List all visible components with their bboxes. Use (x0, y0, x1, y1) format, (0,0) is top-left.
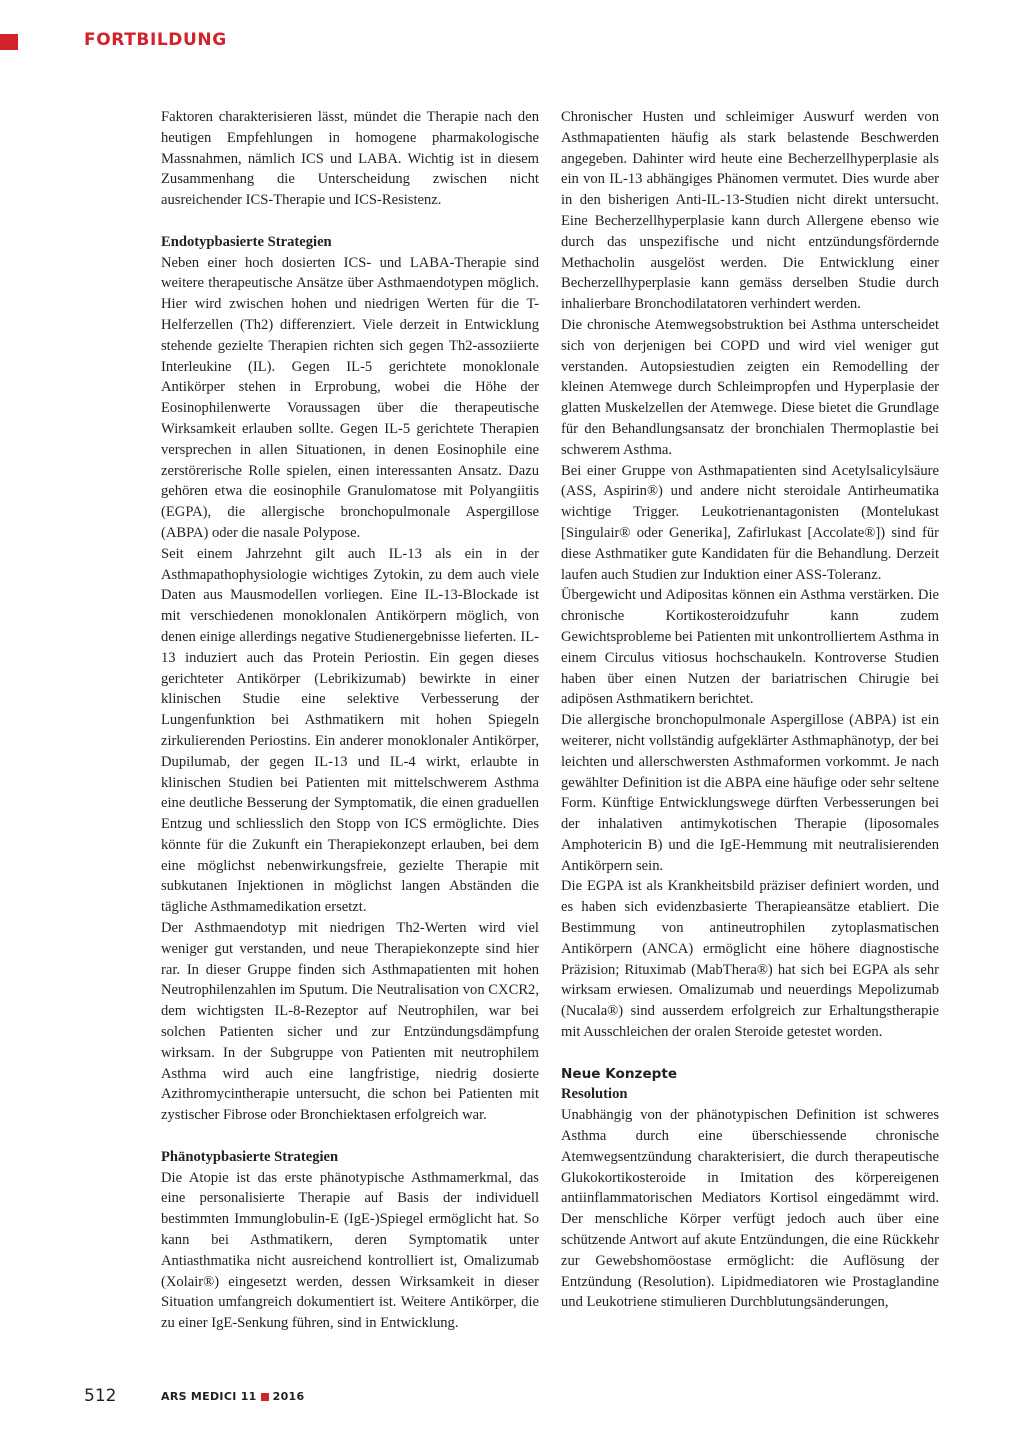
paragraph: Chronischer Husten und schleimiger Auswurf werden von Asthmapatienten häufig als stark belastende Beschwerden angegeben. Dahinter wird heute eine Becherzellhyperplasie als ein von IL-13 abhängiges Phänomen vermutet. Dies wurde aber in den bisherigen Anti-IL-13-Studien nicht direkt untersucht. Eine Becherzellhyperplasie kann durch Allergene ebenso wie durch das unspezifische und nicht entzündungsfördernde Methacholin ausgelöst werden. Die Entwicklung einer Becherzellhyperplasie kann gemäss derselben Studie durch inhalierbare Bronchodilatatoren verhindert werden. (561, 109, 939, 313)
paragraph: Die Atopie ist das erste phänotypische Asthmamerkmal, das eine personalisierte Therapie auf Basis der individuell bestimmten Immunglobulin-E (IgE-)Spiegel ermöglicht hat. So kann bei Asthmatikern, deren Symptomatik unter Antiasthmatika nicht ausreichend kontrolliert ist, Omalizumab (Xolair®) eingesetzt werden, dessen Wirksamkeit in dieser Situation umfangreich dokumentiert ist. Weitere Antikörper, die zu einer IgE-Senkung führen, sind in Entwicklung. (161, 1169, 539, 1332)
section-label: FORTBILDUNG (84, 30, 227, 50)
paragraph: Faktoren charakterisieren lässt, mündet die Therapie nach den heutigen Empfehlungen in homogene pharmakologische Massnahmen, nämlich ICS und LABA. Wichtig ist in diesem Zusammenhang die Unterscheidung zwischen nicht ausreichender ICS-Therapie und ICS-Resistenz. (161, 109, 539, 209)
paragraph: Der Asthmaendotyp mit niedrigen Th2-Werten wird viel weniger gut verstanden, und neue Therapiekonzepte sind hier rar. In dieser Gruppe finden sich Asthmapatienten mit hohen Neutrophilenzahlen im Sputum. Die Neutralisation von CXCR2, dem wichtigsten IL-8-Rezeptor auf Neutrophilen, war bei solchen Patienten sicher und zur Entzündungsdämpfung wirksam. In der Subgruppe von Patienten mit neutrophilem Asthma wird auch eine langfristige, niedrig dosierte Azithromycintherapie untersucht, die schon bei Patienten mit zystischer Fibrose oder Bronchiektasen erfolgreich war. (161, 920, 539, 1124)
paragraph: Die allergische bronchopulmonale Aspergillose (ABPA) ist ein weiterer, nicht vollständig aufgeklärter Asthmaphänotyp, der bei leichten und allerschwersten Asthmaformen vorkommt. Je nach gewählter Definition ist die ABPA eine häufige oder sehr seltene Form. Künftige Entwicklungswege dürften Verbesserungen bei der inhalativen antimykotischen Therapie (liposomales Amphotericin B) und die IgE-Hemmung mit neutralisierenden Antikörpern sein. (561, 712, 939, 874)
subheading-phaenotyp: Phänotypbasierte Strategien (161, 1148, 339, 1165)
paragraph: Die EGPA ist als Krankheitsbild präziser definiert worden, und es haben sich evidenzbasierte Therapieansätze etabliert. Die Bestimmung von antineutrophilen zytoplasmatischen Antikörpern (ANCA) ermöglicht eine höhere diagnostische Präzision; Rituximab (MabThera®) hat sich bei EGPA als sehr wirksam erwiesen. Omalizumab und neuerdings Mepolizumab (Nucala®) sind ausserdem erfolgreich zur Erhaltungstherapie mit Ausschleichen der oralen Steroide getestet worden. (561, 878, 939, 1041)
paragraph: Die chronische Atemwegsobstruktion bei Asthma unterscheidet sich von derjenigen bei COPD und wird viel weniger gut verstanden. Autopsiestudien zeigten ein Remodelling der kleinen Atemwege durch Schleimpropfen und Hyperplasie der glatten Muskelzellen der Atemwege. Diese bietet die Grundlage für den Behandlungsansatz der bronchialen Thermoplastie bei schwerem Asthma. (561, 316, 939, 458)
subheading-resolution: Resolution (561, 1086, 628, 1103)
paragraph: Bei einer Gruppe von Asthmapatienten sind Acetylsalicylsäure (ASS, Aspirin®) und andere nicht steroidale Antirheumatika wichtige Trigger. Leukotrienantagonisten (Montelukast [Singulair® oder Generika], Zafirlukast [Accolate®]) sind für diese Asthmatiker gute Kandidaten für die Behandlung. Derzeit laufen auch Studien zur Induktion einer ASS-Toleranz. (561, 462, 939, 583)
paragraph: Unabhängig von der phänotypischen Definition ist schweres Asthma durch eine überschiessende chronische Atemwegsentzündung charakterisiert, die durch therapeutische Glukokortikosteroide in Imitation des körpereigenen antiinflammatorischen Mediators Kortisol eingedämmt wird. Der menschliche Körper verfügt jedoch auch über eine schützende Antwort auf akute Entzündungen, die eine Rückkehr zur Gewebshomöostase ermöglicht: die Auflösung der Entzündung (Resolution). Lipidmediatoren wie Prostaglandine und Leukotriene stimulieren Durchblutungsänderungen, (561, 1107, 939, 1311)
paragraph: Neben einer hoch dosierten ICS- und LABA-Therapie sind weitere therapeutische Ansätze über Asthmaendotypen möglich. Hier wird zwischen hohen und niedrigen Werten für die T-Helferzellen (Th2) differenziert. Viele derzeit in Entwicklung stehende gezielte Therapien richten sich gegen Th2-assoziierte Interleukine (IL). Gegen IL-5 gerichtete monoklonale Antikörper stehen in Erprobung, wobei die Höhe der Eosinophilenwerte Voraussagen über die therapeutische Wirksamkeit erlauben sollte. Gegen IL-5 gerichtete Therapien versprechen in allen Situationen, in denen Eosinophile eine zerstörerische Rolle spielen, einen interessanten Ansatz. Dazu gehören etwa die eosinophile Granulomatose mit Polyangiitis (EGPA), die allergische bronchopulmonale Aspergillose (ABPA) oder die nasale Polypose. (161, 254, 539, 541)
left-column (161, 107, 539, 1334)
section-marker (0, 34, 18, 50)
journal-title: ARS MEDICI 11 (161, 1390, 257, 1403)
subheading-endotyp: Endotypbasierte Strategien (161, 233, 332, 250)
paragraph: Seit einem Jahrzehnt gilt auch IL-13 als ein in der Asthmapathophysiologie wichtiges Zytokin, zu dem auch viele Daten aus Mausmodellen vorliegen. Eine IL-13-Blockade ist mit verschiedenen monoklonalen Antikörpern möglich, von denen einige allerdings negative Studienergebnisse lieferten. IL-13 induziert auch das Protein Periostin. Ein gegen dieses gerichteter Antikörper (Lebrikizumab) bewirkte in einer klinischen Studie eine selektive Verbesserung der Lungenfunktion bei Asthmatikern mit hohen Spiegeln zirkulierenden Periostins. Ein anderer monoklonaler Antikörper, Dupilumab, der gegen IL-13 und IL-4 wirkt, erlaubte in klinischen Studien bei Patienten mit mittelschwerem Asthma eine deutliche Besserung der Symptomatik, die einen graduellen Entzug und schliesslich den Stopp von ICS ermöglichte. Dies könnte für die Zukunft ein Therapiekonzept erlauben, bei dem eine möglichst nebenwirkungsfreie, gezielte Therapie mit subkutanen Injektionen in möglichst langen Abständen die tägliche Asthmamedikation ersetzt. (161, 545, 539, 916)
paragraph: Übergewicht und Adipositas können ein Asthma verstärken. Die chronische Kortikosteroidzufuhr kann zudem Gewichtsprobleme bei Patienten mit unkontrolliertem Asthma in einem Circulus vitiosus hochschaukeln. Kontroverse Studien haben über einen Nutzen der bariatrischen Chirugie bei adipösen Asthmatikern berichtet. (561, 587, 939, 708)
right-column (561, 107, 939, 1313)
footer-journal (161, 1389, 304, 1405)
page-number: 512 (84, 1386, 117, 1406)
square-separator-icon (261, 1393, 269, 1401)
journal-year: 2016 (272, 1390, 305, 1403)
heading-neue-konzepte: Neue Konzepte (561, 1065, 678, 1082)
